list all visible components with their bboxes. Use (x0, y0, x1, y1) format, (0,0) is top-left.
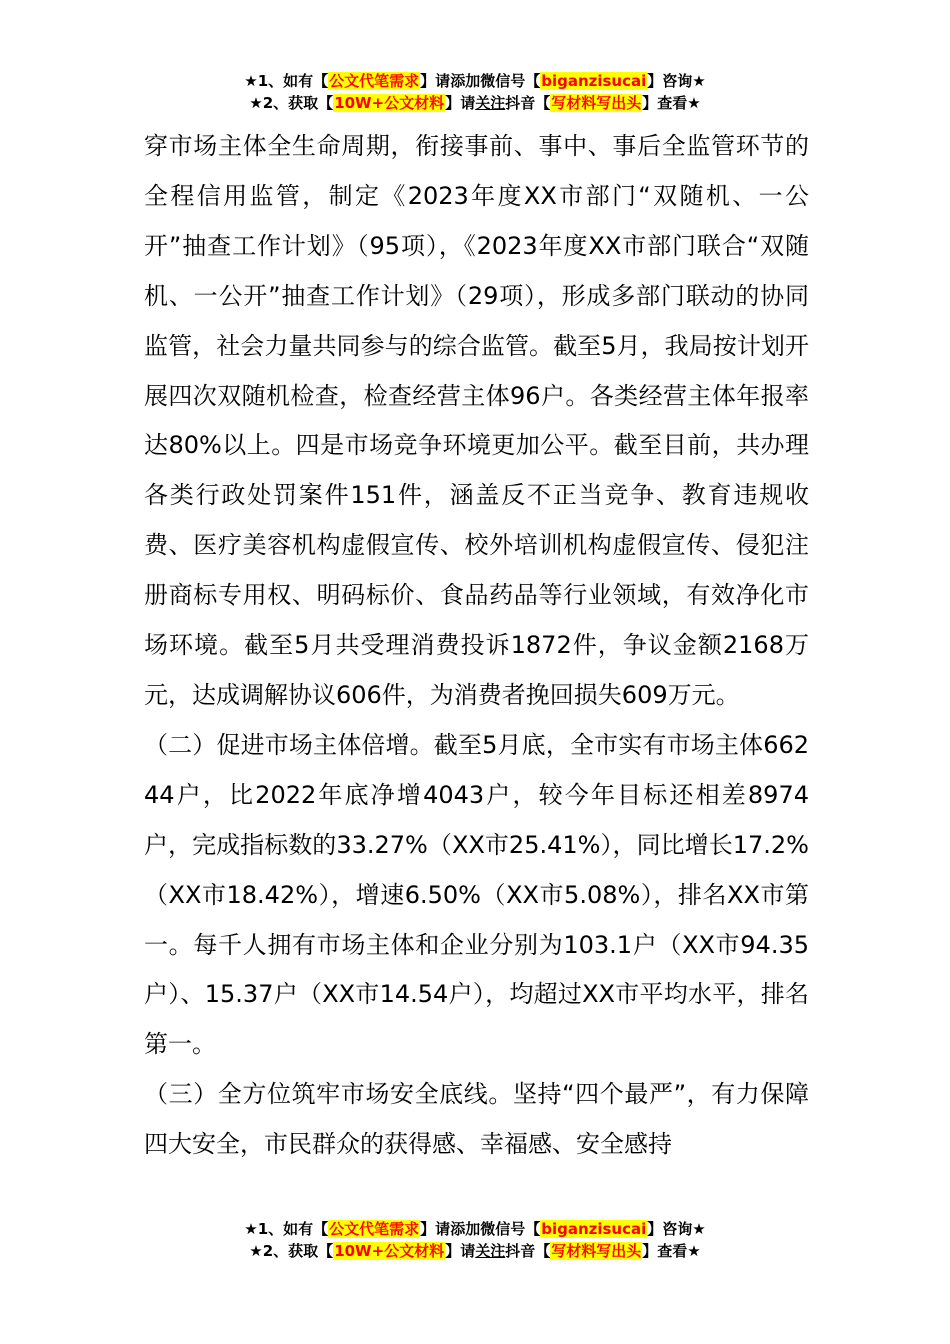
banner-text: 】请 (420, 1220, 451, 1238)
document-body (144, 122, 809, 1170)
banner-text: ★1、如有【 (244, 1220, 329, 1238)
banner-line-2 (0, 1240, 950, 1262)
banner-emphasis: 关注 (475, 94, 506, 112)
banner-text: 抖音【 (505, 1242, 551, 1260)
banner-text: 抖音【 (505, 94, 551, 112)
banner-text: 微信号【 (480, 72, 541, 90)
paragraph: （三）全方位筑牢市场安全底线。坚持“四个最严”，有力保障四大安全，市民群众的获得感、幸福感、安全感持 (144, 1080, 809, 1159)
banner-text: ★1、如有【 (244, 72, 329, 90)
banner-text: 】咨询★ (647, 1220, 706, 1238)
banner-text: 】请 (445, 94, 476, 112)
banner-highlight: biganzisucai (541, 72, 647, 90)
banner-highlight: 写材料写出头 (551, 1242, 642, 1260)
banner-highlight: biganzisucai (541, 1220, 647, 1238)
banner-highlight: 10W+公文材料 (334, 1242, 445, 1260)
banner-emphasis: 添加 (450, 72, 481, 90)
banner-text: 】请 (420, 72, 451, 90)
banner-emphasis: 关注 (475, 1242, 506, 1260)
paragraph: （二）促进市场主体倍增。截至5月底，全市实有市场主体66244户，比2022年底净增4043户，较今年目标还相差8974户，完成指标数的33.27%（XX市25.41%），同比增长17.2%（XX市18.42%），增速6.50%（XX市5.08%），排名XX市第一。每千人拥有市场主体和企业分别为103.1户（XX市94.35户）、15.37户（XX市14.54户），均超过XX市平均水平，排名第一。 (144, 730, 809, 1059)
banner-text: ★2、获取【 (249, 1242, 334, 1260)
banner-highlight: 写材料写出头 (551, 94, 642, 112)
banner-highlight: 公文代笔需求 (329, 72, 420, 90)
banner-text: 】查看★ (642, 94, 701, 112)
bottom-banner (0, 1218, 950, 1262)
paragraph: 穿市场主体全生命周期，衔接事前、事中、事后全监管环节的全程信用监管，制定《2023年度XX市部门“双随机、一公开”抽查工作计划》（95项），《2023年度XX市部门联合“双随机、一公开”抽查工作计划》（29项），形成多部门联动的协同监管，社会力量共同参与的综合监管。截至5月，我局按计划开展四次双随机检查，检查经营主体96户。各类经营主体年报率达80%以上。四是市场竞争环境更加公平。截至目前，共办理各类行政处罚案件151件，涵盖反不正当竞争、教育违规收费、医疗美容机构虚假宣传、校外培训机构虚假宣传、侵犯注册商标专用权、明码标价、食品药品等行业领域，有效净化市场环境。截至5月共受理消费投诉1872件，争议金额2168万元，达成调解协议606件，为消费者挽回损失609万元。 (144, 132, 809, 709)
banner-line-2 (0, 92, 950, 114)
banner-line-1 (0, 70, 950, 92)
banner-text: 微信号【 (480, 1220, 541, 1238)
banner-highlight: 10W+公文材料 (334, 94, 445, 112)
banner-text: ★2、获取【 (249, 94, 334, 112)
banner-emphasis: 添加 (450, 1220, 481, 1238)
banner-highlight: 公文代笔需求 (329, 1220, 420, 1238)
banner-line-1 (0, 1218, 950, 1240)
top-banner (0, 70, 950, 114)
banner-text: 】请 (445, 1242, 476, 1260)
banner-text: 】查看★ (642, 1242, 701, 1260)
banner-text: 】咨询★ (647, 72, 706, 90)
